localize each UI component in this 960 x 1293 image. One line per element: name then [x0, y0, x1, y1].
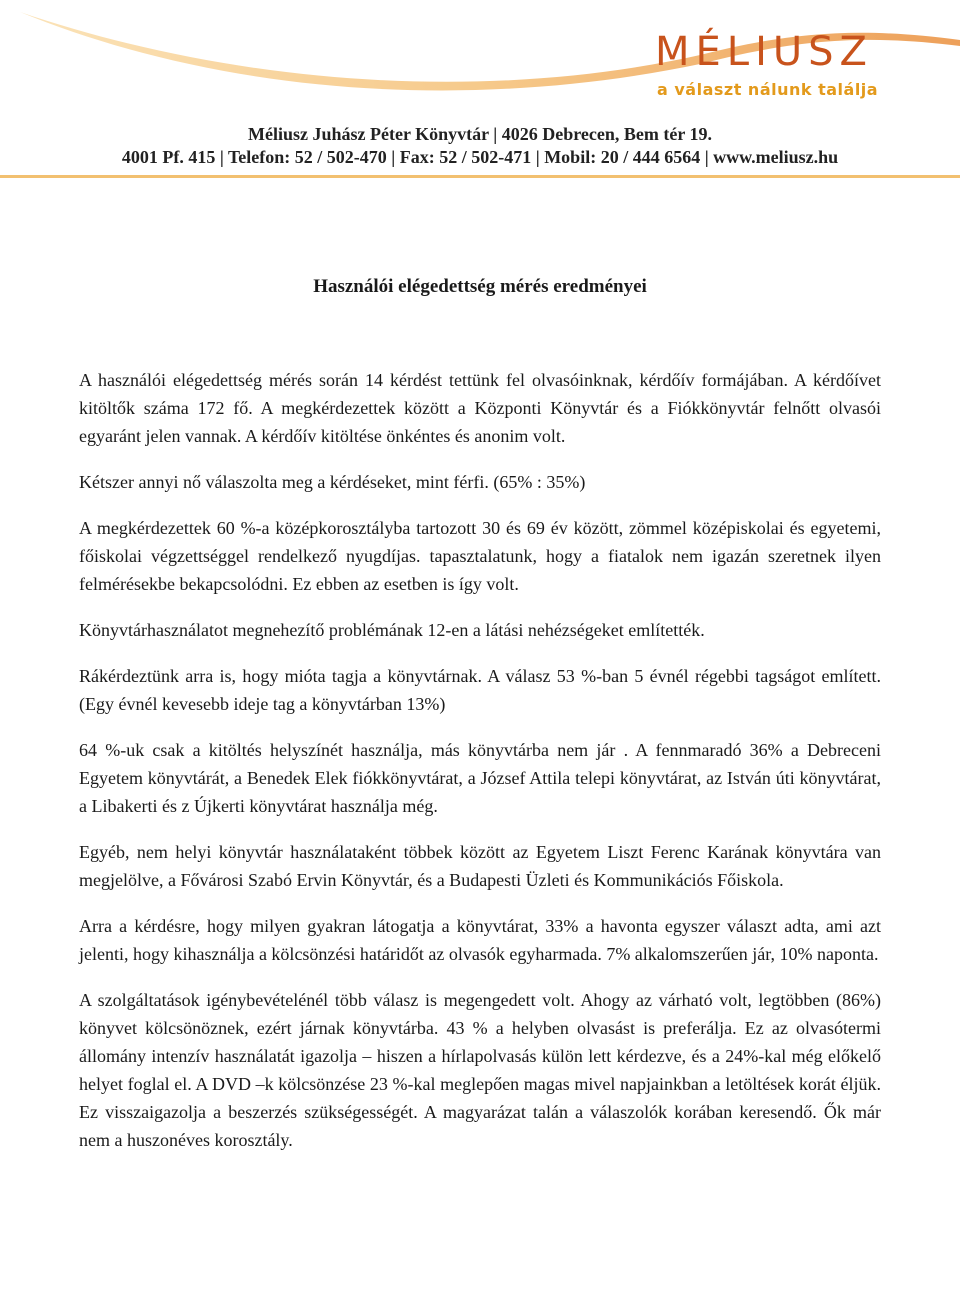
paragraph: 64 %-uk csak a kitöltés helyszínét használja, más könyvtárba nem jár . A fennmaradó 36% a Debreceni Egyetem könyvtárát, a Benedek Elek fiókkönyvtárat, a József Attila telepi könyvtárat, az István úti könyvtárat, a Libakerti és z Újkerti könyvtárat használja még. — [79, 740, 881, 816]
contact-line-phones: 4001 Pf. 415 | Telefon: 52 / 502-470 | Fax: 52 / 502-471 | Mobil: 20 / 444 6564 | www.meliusz.hu — [121, 147, 839, 167]
document-title: Használói elégedettség mérés eredményei — [313, 276, 647, 297]
library-logo[interactable] — [655, 30, 885, 102]
contact-line-address: Méliusz Juhász Péter Könyvtár | 4026 Debrecen, Bem tér 19. — [247, 124, 713, 144]
document-body — [79, 366, 881, 1172]
paragraph: Kétszer annyi nő válaszolta meg a kérdéseket, mint férfi. (65% : 35%) — [79, 472, 586, 492]
paragraph: A használói elégedettség mérés során 14 kérdést tettünk fel olvasóinknak, kérdőív formájában. A kérdőívet kitöltők száma 172 fő. A megkérdezettek között a Központi Könyvtár és a Fiókkönyvtár felnőtt olvasói egyaránt jelen vannak. A kérdőív kitöltése önkéntes és anonim volt. — [79, 370, 881, 446]
paragraph: Arra a kérdésre, hogy milyen gyakran látogatja a könyvtárat, 33% a havonta egyszer választ adta, ami azt jelenti, hogy kihasználja a kölcsönzési határidőt az olvasók egyharmada. 7% alkalomszerűen jár, 10% naponta. — [79, 916, 881, 964]
paragraph: A szolgáltatások igénybevételénél több válasz is megengedett volt. Ahogy az várható volt, legtöbben (86%) könyvet kölcsönöznek, ezért járnak könyvtárba. 43 % a helyben olvasást is preferálja. Ez az olvasótermi állomány intenzív használatát igazolja – hiszen a hírlapolvasás külön lett kérdezve, és a 24%-kal még előkelő helyet foglal el. A DVD –k kölcsönzése 23 %-kal meglepően magas mivel napjainkban a letöltések korát éljük. Ez visszaigazolja a beszerzés szükségességét. A magyarázat talán a válaszolók korában keresendő. Ők már nem a huszonéves korosztály. — [79, 990, 881, 1150]
logo-wordmark: MÉLIUSZ — [655, 29, 873, 75]
paragraph: Egyéb, nem helyi könyvtár használataként többek között az Egyetem Liszt Ferenc Karának könyvtára van megjelölve, a Fővárosi Szabó Ervin Könyvtár, és a Budapesti Üzleti és Kommunikációs Főiskola. — [79, 842, 881, 890]
paragraph: Könyvtárhasználatot megnehezítő problémának 12-en a látási nehézségeket említették. — [79, 620, 705, 640]
header-divider — [0, 175, 960, 178]
logo-tagline: a választ nálunk találja — [657, 80, 879, 99]
paragraph: Rákérdeztünk arra is, hogy mióta tagja a könyvtárnak. A válasz 53 %-ban 5 évnél régebbi tagságot említett. (Egy évnél kevesebb ideje tag a könyvtárban 13%) — [79, 666, 881, 714]
paragraph: A megkérdezettek 60 %-a középkorosztályba tartozott 30 és 69 év között, zömmel középiskolai és egyetemi, főiskolai végzettséggel rendelkező nyugdíjas. tapasztalatunk, hogy a fiatalok nem igazán szeretnek ilyen felmérésekbe bekapcsolódni. Ez ebben az esetben is így volt. — [79, 518, 881, 594]
